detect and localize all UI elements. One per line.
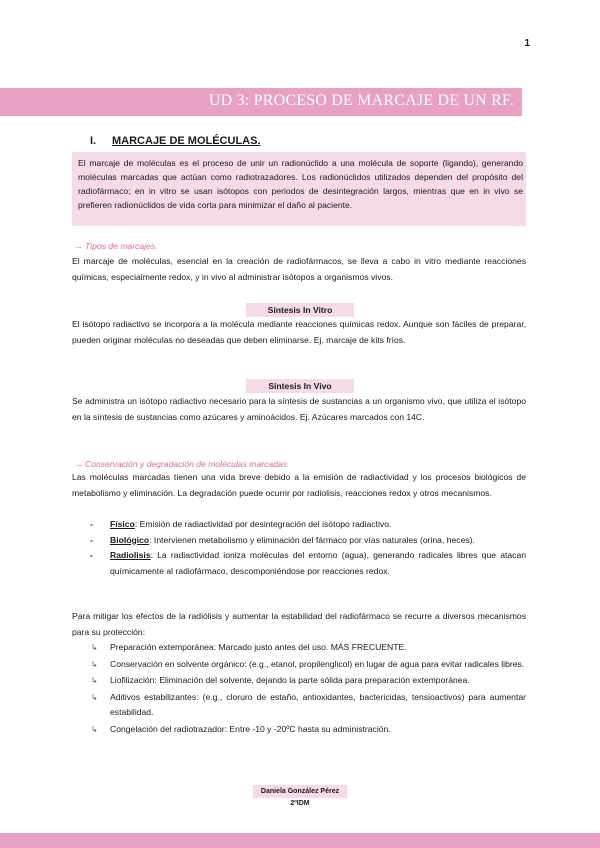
in-vivo-label: Síntesis In Vivo <box>246 379 354 393</box>
page-number: 1 <box>524 38 530 49</box>
list-item <box>90 517 526 533</box>
in-vitro-label: Síntesis In Vitro <box>246 303 354 317</box>
in-vivo-paragraph: Se administra un isótopo radiactivo necesario para la síntesis de sustancias a un organismo vivo, que utiliza el isótopo en la síntesis de sustancias como azúcares y aminoácidos. Ej. Azúcares marcados con 14C. <box>72 396 526 422</box>
list-item <box>90 533 526 549</box>
protection-list <box>90 640 526 738</box>
arrow-icon: ↳ <box>91 676 98 685</box>
in-vitro-paragraph: El isótopo radiactivo se incorpora a la molécula mediante reacciones químicas redox. Aunque son fáciles de preparar, pueden originar moléculas no deseadas que deben eliminarse. Ej. marcaje de kits fríos. <box>72 319 526 345</box>
list-item-term: Físico <box>110 519 135 529</box>
tipos-heading: → Tipos de marcajes. <box>74 241 158 251</box>
bullet-dash: - <box>90 550 93 560</box>
conservacion-paragraph: Las moléculas marcadas tienen una vida breve debido a la emisión de radiactividad y los procesos biológicos de metabolismo y eliminación. La degradación puede ocurrir por radiolisis, reacciones redox y otros mecanismos. <box>72 472 526 498</box>
section-number: I. <box>90 135 97 147</box>
arrow-icon: ↳ <box>91 724 98 734</box>
list-item <box>90 690 526 721</box>
bullet-dash: - <box>90 534 93 545</box>
list-item-text: : Intervienen metabolismo y eliminación del fármaco por vías naturales (orina, heces). <box>149 534 475 545</box>
tipos-paragraph: El marcaje de moléculas, esencial en la creación de radiofármacos, se lleva a cabo in vitro mediante reacciones químicas, especialmente redox, y in vivo al administrar isótopos a organismos vivos. <box>72 256 526 282</box>
list-item <box>90 640 526 656</box>
arrow-icon: ↳ <box>91 643 98 652</box>
intro-box: El marcaje de moléculas es el proceso de unir un radionúclido a una molécula de soporte (ligando), generando moléculas marcadas que actúan como radiotrazadores. Los radionúclidos utilizados dependen del propósito del radiofármaco; en in vitro se usan isótopos con periodos de desintegración largos, mientras que en in vivo se prefieren radionúclidos de vida corta para minimizar el daño al paciente. <box>72 152 526 226</box>
arrow-icon: ↳ <box>91 659 98 669</box>
list-item-text: Aditivos estabilizantes: (e.g., cloruro de estaño, antioxidantes, bactericidas, tensioactivos) para aumentar estabilidad. <box>110 691 526 717</box>
list-item-text: Conservación en solvente orgánico: (e.g., etanol, propilenglicol) en lugar de agua para evitar radicales libres. <box>110 658 525 669</box>
degradation-list <box>90 517 526 579</box>
footer-course: 2ºIDM <box>290 800 310 807</box>
bullet-dash: - <box>90 519 93 529</box>
section-heading <box>90 135 261 147</box>
section-title: MARCAJE DE MOLÉCULAS. <box>112 135 261 147</box>
list-item-text: : La radiactividad ioniza moléculas del entorno (agua), generando radicales libres que atacan químicamente al radiofármaco, descomponiéndose por reacciones redox. <box>110 550 526 576</box>
list-item-text: Liofilización: Eliminación del solvente, dejando la parte sólida para preparación extemporánea. <box>110 675 470 685</box>
list-item-text: : Emisión de radiactividad por desintegración del isótopo radiactivo. <box>134 519 392 529</box>
list-item <box>90 657 526 673</box>
footer-author: Daniela González Pérez <box>253 785 347 798</box>
list-item <box>90 722 526 738</box>
page-title: UD 3: PROCESO DE MARCAJE DE UN RF. <box>208 92 514 109</box>
mitigacion-paragraph: Para mitigar los efectos de la radiólisis y aumentar la estabilidad del radiofármaco se recurre a diversos mecanismos para su protección: <box>72 611 526 637</box>
arrow-icon: ↳ <box>91 692 98 702</box>
list-item <box>90 548 526 579</box>
bottom-band <box>0 833 600 848</box>
list-item-term: Biológico <box>110 534 150 545</box>
list-item-text: Congelación del radiotrazador: Entre -10 y -20ºC hasta su administración. <box>110 723 391 734</box>
list-item <box>90 673 526 689</box>
list-item-term: Radiolisis <box>110 550 151 560</box>
conservacion-heading: → Conservación y degradación de moléculas marcadas. <box>74 459 290 469</box>
list-item-text: Preparación extemporánea: Marcado justo antes del uso. MÁS FRECUENTE. <box>110 642 407 652</box>
